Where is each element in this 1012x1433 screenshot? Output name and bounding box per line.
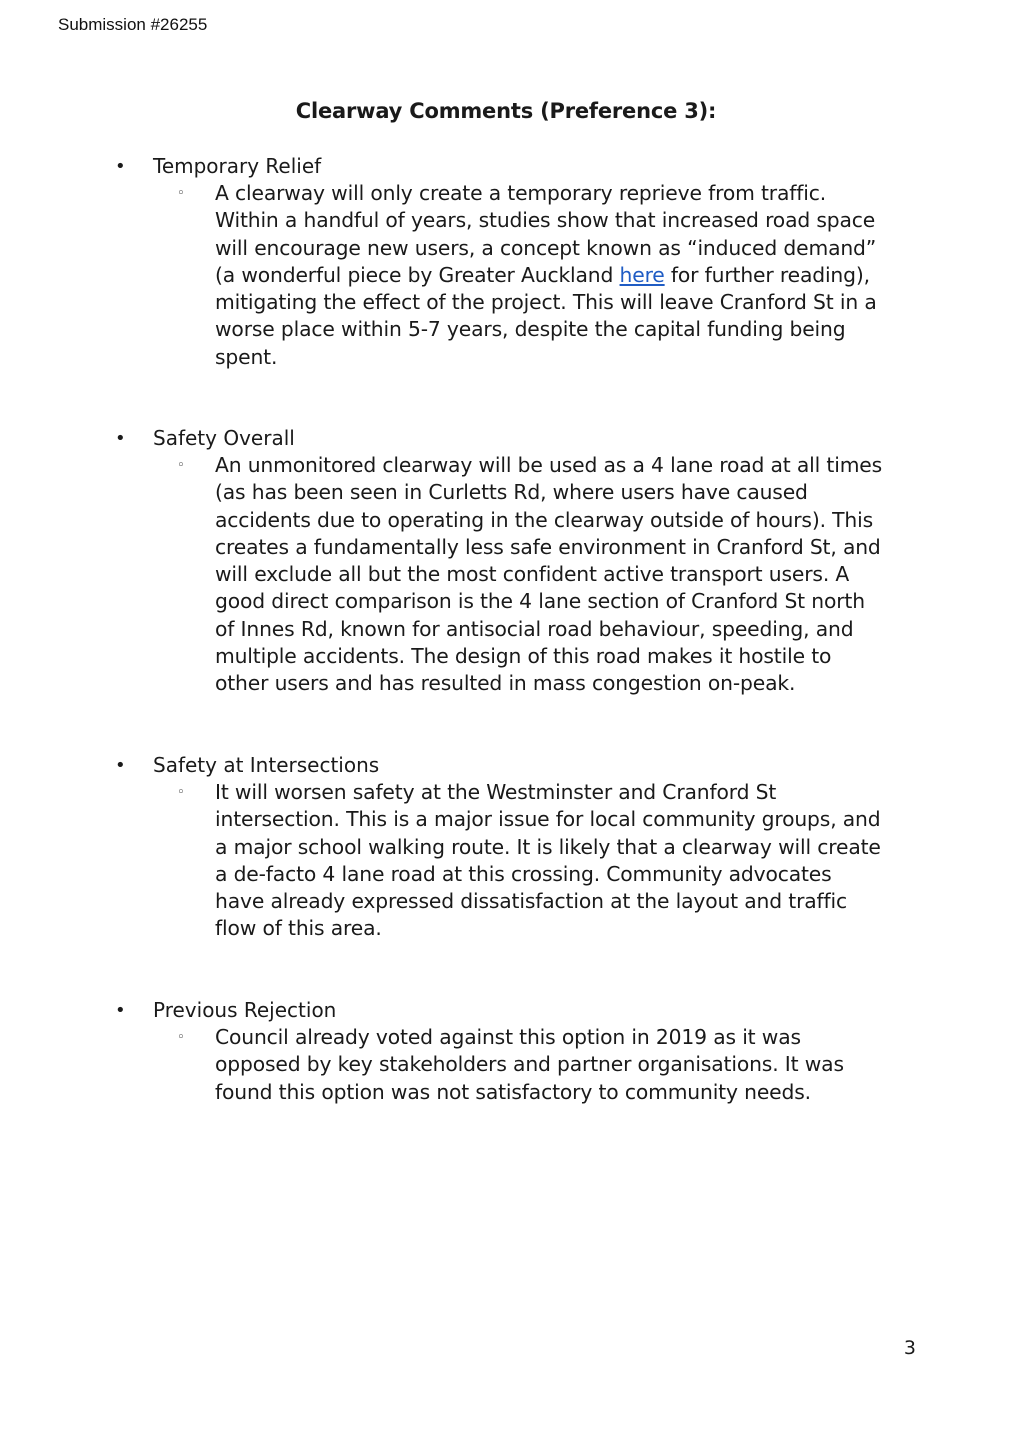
body-line: Council already voted against this option in 2019 as it was (215, 1025, 801, 1049)
section-heading: Safety at Intersections (153, 753, 380, 777)
link-prefix-text: (a wonderful piece by Greater Auckland (215, 262, 620, 287)
body-line: An unmonitored clearway will be used as a 4 lane road at all times (215, 453, 883, 477)
sub-bullet-icon: ◦ (177, 458, 185, 473)
body-line: mitigating the effect of the project. This will leave Cranford St in a (215, 290, 877, 315)
section-body (215, 452, 925, 698)
body-line: have already expressed dissatisfaction at the layout and traffic (215, 889, 848, 914)
section-heading: Safety Overall (153, 426, 295, 450)
body-line-with-link (215, 262, 925, 289)
sub-bullet-icon: ◦ (177, 1030, 185, 1045)
submission-id: Submission #26255 (58, 15, 208, 34)
body-line: It will worsen safety at the Westminster and Cranford St (215, 780, 777, 804)
bullet-icon: • (115, 428, 126, 449)
section-body (215, 1024, 925, 1106)
body-line: (as has been seen in Curletts Rd, where users have caused (215, 480, 808, 505)
body-line: creates a fundamentally less safe environment in Cranford St, and (215, 534, 881, 559)
body-line: a major school walking route. It is likely that a clearway will create (215, 834, 881, 859)
page-number: 3 (903, 1337, 916, 1359)
body-line: opposed by key stakeholders and partner organisations. It was (215, 1052, 844, 1077)
link-suffix-text: for further reading), (664, 262, 870, 287)
sub-bullet-icon: ◦ (177, 186, 185, 201)
body-line: a de-facto 4 lane road at this crossing. Community advocates (215, 861, 832, 886)
body-line: spent. (215, 344, 278, 369)
section-heading: Previous Rejection (153, 998, 337, 1022)
body-line: other users and has resulted in mass congestion on-peak. (215, 671, 796, 696)
section-heading: Temporary Relief (153, 154, 322, 178)
body-line: A clearway will only create a temporary reprieve from traffic. (215, 181, 827, 205)
body-line: accidents due to operating in the clearway outside of hours). This (215, 507, 874, 532)
body-line: found this option was not satisfactory to community needs. (215, 1079, 811, 1104)
bullet-icon: • (115, 1000, 126, 1021)
section-body (215, 779, 925, 943)
sub-bullet-icon: ◦ (177, 785, 185, 800)
bullet-icon: • (115, 755, 126, 776)
body-line: good direct comparison is the 4 lane section of Cranford St north (215, 589, 865, 614)
body-line: worse place within 5-7 years, despite the capital funding being (215, 317, 846, 342)
body-line: of Innes Rd, known for antisocial road behaviour, speeding, and (215, 616, 854, 641)
body-line: will encourage new users, a concept known as “induced demand” (215, 235, 877, 260)
bullet-icon: • (115, 156, 126, 177)
greater-auckland-link[interactable]: here (619, 262, 665, 287)
body-line: Within a handful of years, studies show that increased road space (215, 208, 876, 233)
body-line: intersection. This is a major issue for local community groups, and (215, 807, 881, 832)
section-body (215, 180, 925, 371)
body-line: flow of this area. (215, 916, 382, 941)
body-line: will exclude all but the most confident active transport users. A (215, 562, 850, 587)
body-line: multiple accidents. The design of this road makes it hostile to (215, 644, 832, 669)
page-title: Clearway Comments (Preference 3): (295, 99, 717, 123)
